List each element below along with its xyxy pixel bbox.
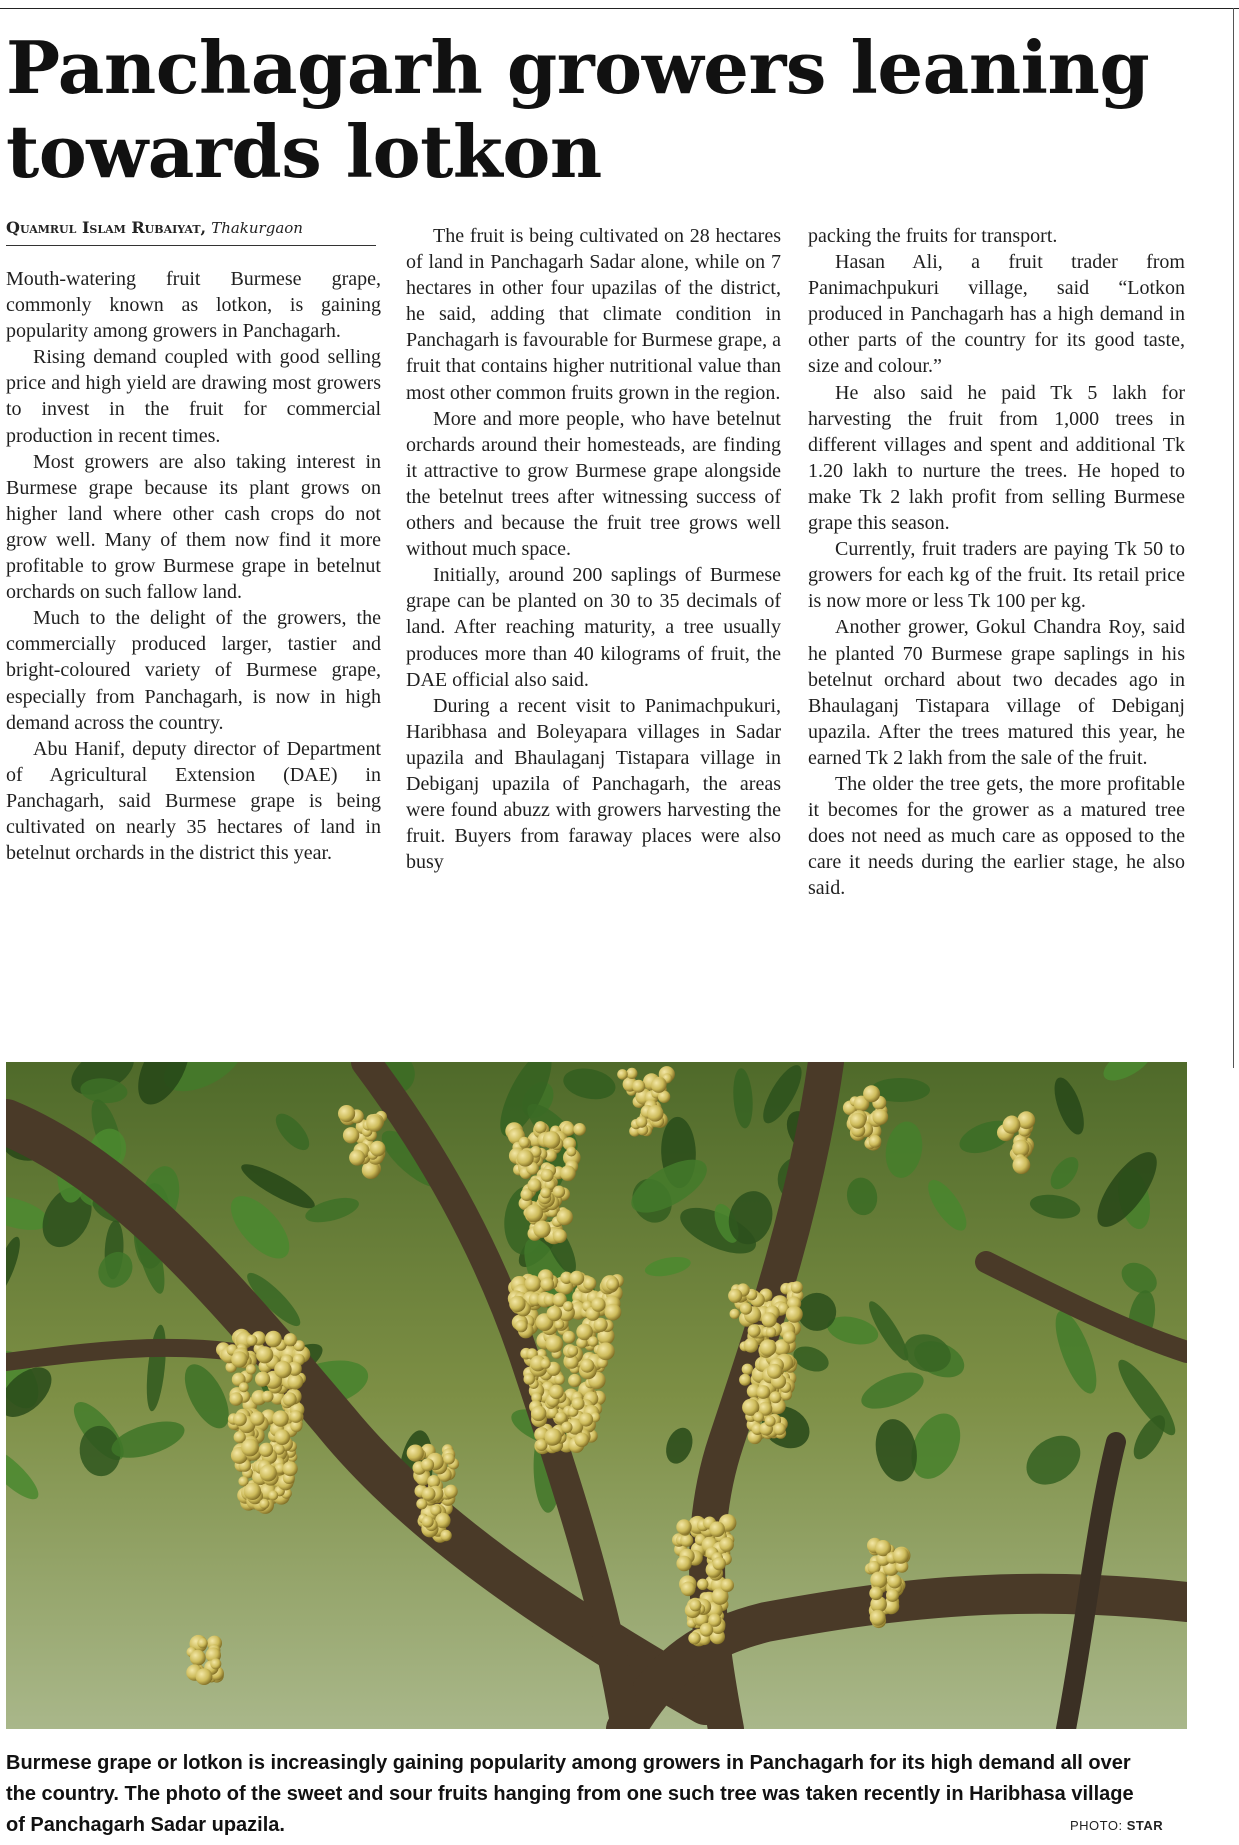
grape-fruit — [783, 1331, 796, 1344]
grape-fruit — [888, 1574, 902, 1588]
grape-fruit — [524, 1373, 535, 1384]
grape-fruit — [283, 1461, 298, 1476]
grape-fruit — [541, 1169, 554, 1182]
paragraph: More and more people, who have betelnut orchards around their homesteads, are finding it attractive to grow Burmese grape alongside the betelnut trees after witnessing success of others and because the fruit tree grows well without much space. — [406, 407, 781, 561]
grape-fruit — [791, 1281, 803, 1293]
grape-fruit — [241, 1439, 259, 1457]
grape-fruit — [366, 1115, 383, 1132]
photo-credit — [1070, 1818, 1163, 1833]
grape-fruit — [250, 1411, 265, 1426]
grape-fruit — [753, 1412, 764, 1423]
grape-fruit — [509, 1296, 525, 1312]
grape-fruit — [689, 1599, 701, 1611]
grape-fruit — [632, 1080, 645, 1093]
paragraph: packing the fruits for transport. — [808, 225, 1058, 247]
grape-fruit — [568, 1374, 581, 1387]
grape-fruit — [443, 1453, 455, 1465]
grape-fruit — [647, 1105, 664, 1122]
grape-fruit — [440, 1530, 451, 1541]
grape-fruit — [606, 1278, 619, 1291]
grape-fruit — [676, 1556, 691, 1571]
grape-fruit — [519, 1137, 530, 1148]
grape-fruit — [260, 1464, 277, 1481]
grape-fruit — [766, 1327, 777, 1338]
grape-fruit — [255, 1372, 270, 1387]
grape-fruit — [567, 1346, 578, 1357]
photo-credit-source: STAR — [1126, 1818, 1164, 1833]
grape-fruit — [579, 1413, 593, 1427]
grape-fruit — [229, 1392, 242, 1405]
grape-fruit — [407, 1445, 424, 1462]
grape-fruit — [531, 1406, 546, 1421]
paragraph: The fruit is being cultivated on 28 hectares of land in Panchagarh Sadar alone, while on 7 hectares in other four upazilas of the district, he said, adding that climate condition in Panchagarh is favourable for Burmese grape, a fruit that contains higher nutritional value than most other common fruits grown in the region. — [406, 225, 781, 404]
grape-fruit — [259, 1499, 269, 1509]
grape-fruit — [688, 1632, 700, 1644]
paragraph: He also said he paid Tk 5 lakh for harvesting the fruit from 1,000 trees in different villages and spent and additional Tk 1.20 lakh to nurture the trees. He hoped to make Tk 2 lakh profit from selling Burmese grape this season. — [808, 381, 1185, 535]
grape-fruit — [349, 1150, 365, 1166]
grape-fruit — [1013, 1156, 1031, 1174]
paragraph: Initially, around 200 saplings of Burmese grape can be planted on 30 to 35 decimals of land. After reaching maturity, a tree usually produces more than 40 kilograms of fruit, the DAE official also said. — [406, 564, 781, 691]
grape-fruit — [284, 1333, 297, 1346]
article-column-2 — [406, 223, 781, 875]
grape-fruit — [545, 1428, 562, 1445]
grape-fruit — [773, 1423, 785, 1435]
paragraph: Currently, fruit traders are paying Tk 50 to growers for each kg of the fruit. Its retail price is now more or less Tk 100 per kg. — [808, 538, 1185, 613]
grape-fruit — [246, 1364, 256, 1374]
grape-fruit — [421, 1458, 434, 1471]
photo-caption: Burmese grape or lotkon is increasingly gaining popularity among growers in Panchagarh for its high demand all over the country. The photo of the sweet and sour fruits hanging from one such tree was taken recently in Haribhasa village of Panchagarh Sadar upazila. — [6, 1752, 1134, 1836]
grape-fruit — [427, 1475, 440, 1488]
grape-fruit — [786, 1306, 803, 1323]
column-rule — [1233, 8, 1234, 1068]
paragraph: Rising demand coupled with good selling price and high yield are drawing most growers to invest in the fruit for commercial production in recent times. — [6, 346, 381, 447]
grape-fruit — [574, 1433, 589, 1448]
grape-fruit — [272, 1410, 288, 1426]
grape-fruit — [256, 1346, 273, 1363]
grape-fruit — [549, 1385, 564, 1400]
grape-fruit — [756, 1385, 770, 1399]
grape-fruit — [759, 1339, 776, 1356]
grape-fruit — [748, 1324, 761, 1337]
grape-fruit — [563, 1331, 576, 1344]
grape-fruit — [767, 1364, 782, 1379]
grape-fruit — [422, 1516, 434, 1528]
fruit-tree-illustration — [6, 1062, 1187, 1729]
grape-fruit — [527, 1178, 541, 1192]
grape-fruit — [239, 1382, 249, 1392]
grape-fruit — [870, 1610, 886, 1626]
grape-fruit — [515, 1320, 527, 1332]
grape-fruit — [770, 1391, 782, 1403]
grape-fruit — [190, 1650, 206, 1666]
grape-fruit — [588, 1336, 598, 1346]
grape-fruit — [580, 1359, 594, 1373]
paragraph: Another grower, Gokul Chandra Roy, said he planted 70 Burmese grape saplings in his betelnut orchard about two decades ago in Bhaulaganj Tistapara village of Debiganj upazila. After the trees matured this year, he earned Tk 2 lakh from the sale of the fruit. — [808, 616, 1185, 769]
grape-fruit — [721, 1579, 734, 1592]
grape-fruit — [709, 1521, 725, 1537]
grape-fruit — [540, 1359, 550, 1369]
grape-fruit — [554, 1374, 565, 1385]
fruit-tree-photo — [6, 1062, 1187, 1729]
grape-fruit — [697, 1579, 708, 1590]
grape-fruit — [338, 1105, 355, 1122]
grape-fruit — [540, 1187, 551, 1198]
grape-fruit — [572, 1397, 585, 1410]
grape-fruit — [886, 1589, 899, 1602]
grape-fruit — [680, 1534, 693, 1547]
grape-fruit — [283, 1392, 297, 1406]
grape-fruit — [444, 1485, 458, 1499]
grape-fruit — [626, 1068, 637, 1079]
grape-fruit — [700, 1623, 714, 1637]
grape-fruit — [210, 1658, 221, 1669]
paragraph: Most growers are also taking interest in Burmese grape because its plant grows on higher land where other cash crops do not grow well. Many of them now find it more profitable to grow Burmese grape in betelnut orchards on such fallow land. — [6, 450, 381, 604]
grape-fruit — [546, 1335, 564, 1353]
grape-fruit — [262, 1391, 274, 1403]
grape-fruit — [713, 1557, 726, 1570]
grape-fruit — [233, 1412, 247, 1426]
grape-fruit — [597, 1342, 615, 1360]
grape-fruit — [553, 1186, 565, 1198]
grape-fruit — [547, 1306, 562, 1321]
headline: Panchagarh growers leaning towards lotkon — [6, 25, 1150, 194]
grape-fruit — [730, 1309, 740, 1319]
grape-fruit — [259, 1443, 273, 1457]
grape-fruit — [231, 1351, 247, 1367]
grape-fruit — [274, 1361, 291, 1378]
grape-fruit — [739, 1374, 751, 1386]
grape-fruit — [517, 1150, 534, 1167]
grape-fruit — [744, 1338, 759, 1353]
grape-fruit — [569, 1271, 584, 1286]
grape-fruit — [893, 1548, 909, 1564]
grape-fruit — [265, 1331, 282, 1348]
grape-fruit — [553, 1229, 567, 1243]
grape-fruit — [563, 1123, 575, 1135]
grape-fruit — [557, 1209, 573, 1225]
grape-fruit — [742, 1364, 753, 1375]
grape-fruit — [540, 1277, 554, 1291]
paragraph: Much to the delight of the growers, the commercially produced larger, tastier and bright-coloured variety of Burmese grape, especially from Panchagarh, is now in high demand across the country. — [6, 607, 381, 734]
grape-fruit — [863, 1085, 880, 1102]
grape-fruit — [573, 1123, 586, 1136]
grape-fruit — [869, 1587, 883, 1601]
photo-credit-label: PHOTO: — [1070, 1818, 1123, 1833]
grape-fruit — [1003, 1116, 1021, 1134]
grape-fruit — [651, 1078, 666, 1093]
grape-fruit — [566, 1147, 576, 1157]
grape-fruit — [274, 1429, 290, 1445]
paragraph: Mouth-watering fruit Burmese grape, commonly known as lotkon, is gaining popularity among growers in Panchagarh. — [6, 268, 381, 343]
grape-fruit — [636, 1116, 648, 1128]
grape-fruit — [422, 1487, 436, 1501]
paragraph: During a recent visit to Panimachpukuri, Haribhasa and Boleyapara villages in Sadar upazila and Bhaulaganj Tistapara village in Debiganj upazila of Panchagarh, the areas were found abuzz with growers harvesting the fruit. Buyers from faraway places were also busy — [406, 694, 781, 874]
grape-fruit — [268, 1490, 278, 1500]
grape-fruit — [869, 1135, 882, 1148]
grape-fruit — [605, 1304, 622, 1321]
grape-fruit — [728, 1289, 742, 1303]
grape-fruit — [533, 1221, 550, 1238]
grape-fruit — [765, 1416, 776, 1427]
grape-fruit — [525, 1275, 542, 1292]
grape-fruit — [583, 1277, 596, 1290]
paragraph: Abu Hanif, deputy director of Department of Agricultural Extension (DAE) in Panchagarh, said Burmese grape is being cultivated on nearly 35 hectares of land in betelnut orchards in the district this year. — [6, 737, 381, 865]
paragraph: Hasan Ali, a fruit trader from Panimachpukuri village, said “Lotkon produced in Panchagarh has a high demand in other parts of the country for its good taste, size and colour.” — [808, 251, 1185, 378]
grape-fruit — [560, 1166, 576, 1182]
byline-name: Quamrul Islam Rubaiyat, — [6, 218, 207, 237]
grape-fruit — [343, 1127, 359, 1143]
byline-location: Thakurgaon — [211, 219, 303, 237]
grape-fruit — [290, 1410, 303, 1423]
paragraph: The older the tree gets, the more profitable it becomes for the grower as a matured tree does not need as much care as opposed to the care it needs during the earlier stage, he also said. — [808, 772, 1185, 900]
grape-fruit — [287, 1374, 303, 1390]
byline — [6, 218, 376, 246]
grape-fruit — [681, 1582, 696, 1597]
grape-fruit — [543, 1131, 561, 1149]
grape-fruit — [563, 1301, 573, 1311]
grape-fruit — [719, 1537, 734, 1552]
grape-fruit — [676, 1519, 691, 1534]
article-column-1 — [6, 266, 381, 866]
grape-fruit — [617, 1069, 628, 1080]
grape-fruit — [197, 1638, 207, 1648]
grape-fruit — [196, 1668, 213, 1685]
grape-fruit — [740, 1303, 752, 1315]
grape-fruit — [872, 1109, 888, 1125]
grape-fruit — [850, 1113, 866, 1129]
grape-fruit — [370, 1141, 386, 1157]
grape-fruit — [762, 1312, 777, 1327]
grape-fruit — [244, 1483, 261, 1500]
grape-fruit — [525, 1204, 543, 1222]
article-column-3 — [808, 223, 1185, 901]
top-rule — [0, 8, 1239, 9]
grape-fruit — [870, 1572, 887, 1589]
grape-fruit — [534, 1121, 546, 1133]
grape-fruit — [246, 1335, 257, 1346]
grape-fruit — [561, 1422, 572, 1433]
grape-fruit — [591, 1297, 605, 1311]
